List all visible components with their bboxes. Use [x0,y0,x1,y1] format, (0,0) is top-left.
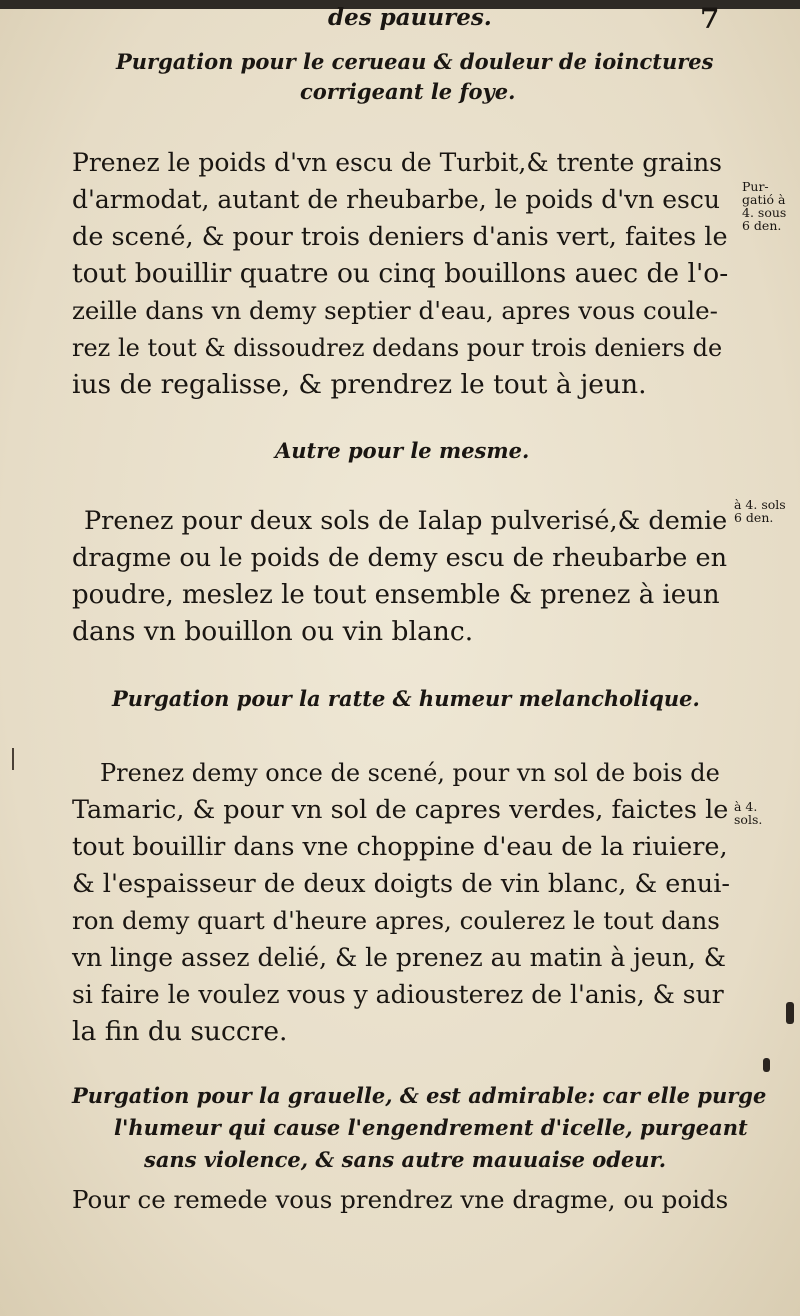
text-line: Prenez demy once de scené, pour vn sol de bois de [100,759,720,787]
ink-mark [12,748,14,770]
section-heading: sans violence, & sans autre mauuaise odeur. [144,1147,667,1172]
text-line: tout bouillir dans vne choppine d'eau de la riuiere, [72,832,728,862]
text-line: vn linge assez delié, & le prenez au matin à jeun, & [72,943,727,972]
text-line: ius de regalisse, & prendrez le tout à jeun. [72,369,647,400]
text-line: de scené, & pour trois deniers d'anis vert, faites le [72,222,728,252]
text-line: dans vn bouillon ou vin blanc. [72,616,474,647]
margin-note: à 4. sols 6 den. [734,497,786,525]
page-number: 7 [700,2,720,35]
text-line: Tamaric, & pour vn sol de capres verdes, faictes le [72,795,729,825]
text-line: d'armodat, autant de rheubarbe, le poids d'vn escu [72,185,720,214]
text-line: dragme ou le poids de demy escu de rheubarbe en [72,543,728,573]
margin-note: Pur-gatió à 4. sous 6 den. [742,179,787,233]
section-heading: Autre pour le mesme. [275,438,530,463]
text-line: tout bouillir quatre ou cinq bouillons auec de l'o- [72,258,729,289]
section-heading: Purgation pour la grauelle, & est admirable: car elle purge [72,1083,767,1108]
section-heading: l'humeur qui cause l'engendrement d'icelle, purgeant [114,1115,748,1140]
running-head: des pauures. [328,4,492,31]
text-line: Prenez pour deux sols de Ialap pulverisé,& demie [84,506,728,536]
text-line: poudre, meslez le tout ensemble & prenez à ieun [72,580,720,610]
text-line: zeille dans vn demy septier d'eau, apres vous coule- [72,296,718,325]
text-line: rez le tout & dissoudrez dedans pour trois deniers de [72,334,723,362]
margin-note: à 4. sols. [734,799,763,827]
section-heading: Purgation pour la ratte & humeur melancholique. [112,686,700,711]
text-line: la fin du succre. [72,1016,288,1047]
text-line: si faire le voulez vous y adiousterez de l'anis, & sur [72,980,724,1009]
section-heading: corrigeant le foye. [300,79,516,104]
text-line: Prenez le poids d'vn escu de Turbit,& trente grains [72,148,722,177]
text-line: Pour ce remede vous prendrez vne dragme, ou poids [72,1185,729,1214]
ink-mark [786,1002,794,1024]
ink-mark [763,1058,770,1072]
section-heading: Purgation pour le cerueau & douleur de ioinctures [116,49,714,74]
text-line: ron demy quart d'heure apres, coulerez le tout dans [72,906,720,935]
text-line: & l'espaisseur de deux doigts de vin blanc, & enui- [72,869,730,899]
